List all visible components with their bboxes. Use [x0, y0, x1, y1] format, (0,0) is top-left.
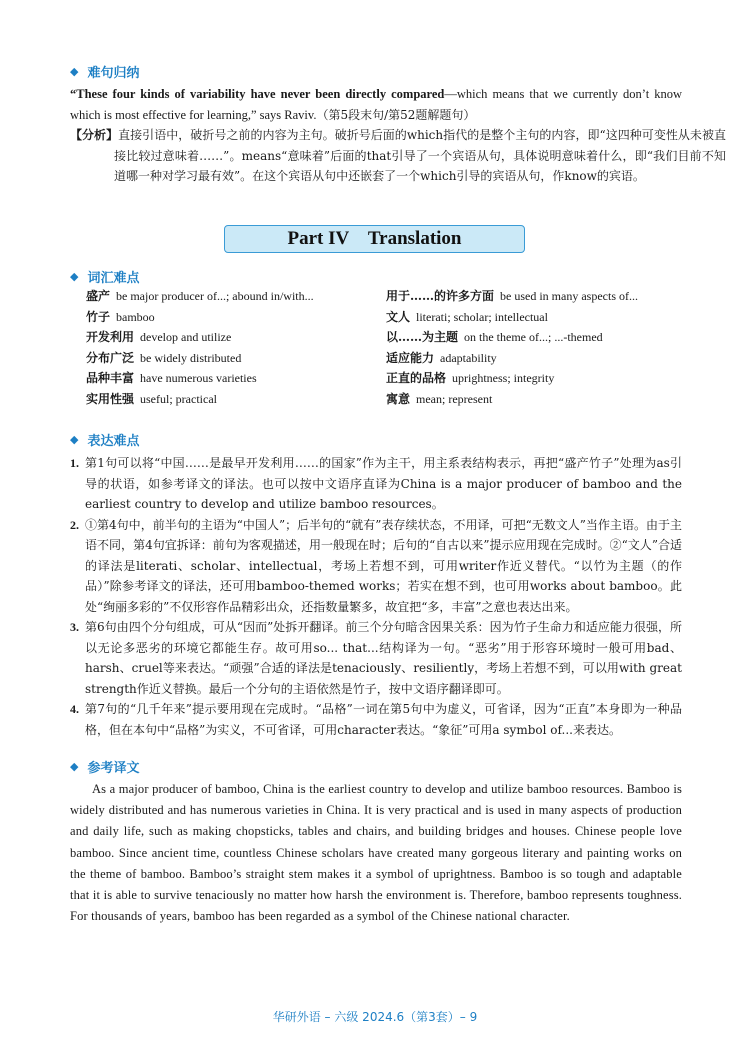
diamond-bullet-icon: ◆: [70, 433, 79, 446]
section-heading-vocabulary: [70, 267, 139, 286]
vocab-cn: 用于……的许多方面: [386, 289, 495, 303]
vocab-row: [86, 327, 686, 348]
vocab-entry: [386, 368, 686, 389]
vocab-entry: [86, 389, 386, 410]
vocab-cn: 分布广泛: [86, 350, 135, 365]
vocab-row: [86, 286, 686, 307]
list-text: 第7句的“几千年来”提示要用现在完成时。“品格”一词在第5句中为虚义，可省译，因为“正直”本身即为一种品格，但在本句中“品格”为实义，不可省译，可用character表达。“象征”可用a symbol of...来表达。: [85, 702, 682, 737]
list-number: 3.: [70, 620, 79, 634]
list-number: 2.: [70, 517, 79, 532]
analysis-text: 直接引语中，破折号之前的内容为主句。破折号后面的which指代的是整个主句的内容，即“这四种可变性从未被直接比较过意味着……”。means“意味着”后面的that引导了一个宾语从句，具体说明意味着什么，即“我们目前不知道哪一种对学习最有效”。在这个宾语从句中还嵌套了一个which引导的宾语从句，作know的宾语。: [114, 128, 726, 183]
list-text: ①第4句中，前半句的主语为“中国人”；后半句的“就有”表存续状态，不用译，可把“无数文人”当作主语。由于主语不同，第4句宜拆译：前句为客观描述，用一般现在时；后句的“自古以来”提示应用现在完成时。②“文人”合适的译法是literati、scholar、intellectual，考场上若想不到，可用writer作近义替代。“以竹为主题（的作品）”除参考译文的译法，还可用bamboo-themed works；若实在想不到，也可用works about bamboo。此处“绚丽多彩的”不仅形容作品精彩出众，还指数量繁多，故宜把“多，丰富”之意也表达出来。: [85, 517, 682, 614]
analysis-paragraph: [70, 125, 726, 187]
list-number: 1.: [70, 456, 79, 470]
list-item: [70, 699, 682, 740]
vocab-en: uprightness; integrity: [452, 371, 555, 385]
section-title: 表达难点: [87, 434, 140, 449]
vocab-entry: [386, 327, 686, 348]
vocab-entry: [86, 368, 386, 389]
vocab-en: adaptability: [440, 350, 497, 365]
vocab-en: be widely distributed: [140, 350, 242, 365]
vocabulary-table: [86, 286, 686, 409]
section-heading-reference: [70, 757, 139, 776]
analysis-tag: 【分析】: [70, 128, 119, 142]
list-item: [70, 515, 682, 618]
quote-rest: —which means that we currently don’t know which is most effective for learning,” says Raviv.: [70, 87, 682, 122]
vocab-en: mean; represent: [416, 391, 493, 406]
reference-translation: As a major producer of bamboo, China is the earliest country to develop and utilize bamboo resources. Bamboo is widely distributed and has numerous varieties in China. It is very practical and is used in many aspects of production and daily life, such as making chopsticks, tables and chairs, and building bridges and houses. Chinese people love bamboo. Since ancient time, countless Chinese scholars have created many gorgeous literary and painting works on the theme of bamboo. Bamboo’s straight stem makes it a symbol of uprightness. Bamboo is so tough and adaptable that it is able to survive tenaciously no matter how harsh the environment is. Therefore, bamboo represents toughness. For thousands of years, bamboo has been regarded as a symbol of the Chinese national character.: [70, 782, 682, 924]
vocab-en: on the theme of...; ...-themed: [464, 330, 603, 344]
diamond-bullet-icon: ◆: [70, 760, 79, 773]
vocab-en: bamboo: [116, 309, 155, 324]
vocab-en: literati; scholar; intellectual: [416, 309, 548, 324]
vocab-en: useful; practical: [140, 391, 217, 406]
vocab-entry: [386, 307, 686, 328]
vocab-cn: 开发利用: [86, 330, 135, 344]
vocab-cn: 正直的品格: [386, 371, 447, 385]
list-item: [70, 453, 682, 515]
vocab-entry: [386, 286, 686, 307]
quote-paragraph: [70, 84, 682, 125]
vocab-entry: [86, 348, 386, 369]
vocab-entry: [86, 307, 386, 328]
source-note: （第5段末句/第52题解题句）: [316, 107, 476, 122]
section-title: 词汇难点: [87, 271, 140, 286]
section-heading-difficult-sentence: [70, 62, 139, 81]
vocab-entry: [386, 348, 686, 369]
vocab-row: [86, 348, 686, 369]
section-heading-expression: [70, 430, 139, 449]
list-text: 第1句可以将“中国……是最早开发利用……的国家”作为主干，用主系表结构表示，再把“盛产竹子”处理为as引导的状语，如参考译文的译法。也可以按中文语序直译为China is a major producer of bamboo and the earliest country to develop and utilize bamboo resources。: [85, 456, 682, 511]
vocab-entry: [86, 286, 386, 307]
vocab-entry: [386, 389, 686, 410]
expression-list: [70, 453, 682, 740]
vocab-en: be used in many aspects of...: [500, 289, 638, 303]
section-title: 参考译文: [87, 761, 140, 776]
vocab-cn: 竹子: [86, 309, 111, 324]
list-item: [70, 617, 682, 699]
vocab-cn: 品种丰富: [86, 371, 135, 385]
part-title: Part IV Translation: [287, 228, 462, 249]
part-title-box: [224, 225, 525, 253]
page-footer: 华研外语 – 六级 2024.6（第3套）– 9: [272, 1010, 478, 1024]
vocab-en: be major producer of...; abound in/with...: [116, 289, 314, 303]
diamond-bullet-icon: ◆: [70, 270, 79, 283]
vocab-cn: 以……为主题: [386, 330, 459, 344]
vocab-cn: 寓意: [386, 391, 411, 406]
vocab-cn: 文人: [386, 309, 411, 324]
quote-main-clause: “These four kinds of variability have never been directly compared: [70, 87, 445, 101]
diamond-bullet-icon: ◆: [70, 65, 79, 78]
vocab-row: [86, 307, 686, 328]
list-number: 4.: [70, 702, 79, 716]
vocab-row: [86, 389, 686, 410]
vocab-cn: 适应能力: [386, 350, 435, 365]
list-text: 第6句由四个分句组成，可从“因而”处拆开翻译。前三个分句暗含因果关系：因为竹子生命力和适应能力很强，所以无论多恶劣的环境它都能生存。故可用so... that...结构译为一句。“恶劣”用于形容环境时一般可用bad、harsh、cruel等来表达。“顽强”合适的译法是tenaciously、resiliently，考场上若想不到，可以用with great strength作近义替换。最后一个分句的主语依然是竹子，按中文语序翻译即可。: [85, 620, 682, 696]
vocab-row: [86, 368, 686, 389]
vocab-en: have numerous varieties: [140, 371, 257, 385]
vocab-entry: [86, 327, 386, 348]
vocab-cn: 实用性强: [86, 391, 135, 406]
vocab-cn: 盛产: [86, 289, 111, 303]
section-title: 难句归纳: [87, 66, 140, 81]
vocab-en: develop and utilize: [140, 330, 232, 344]
